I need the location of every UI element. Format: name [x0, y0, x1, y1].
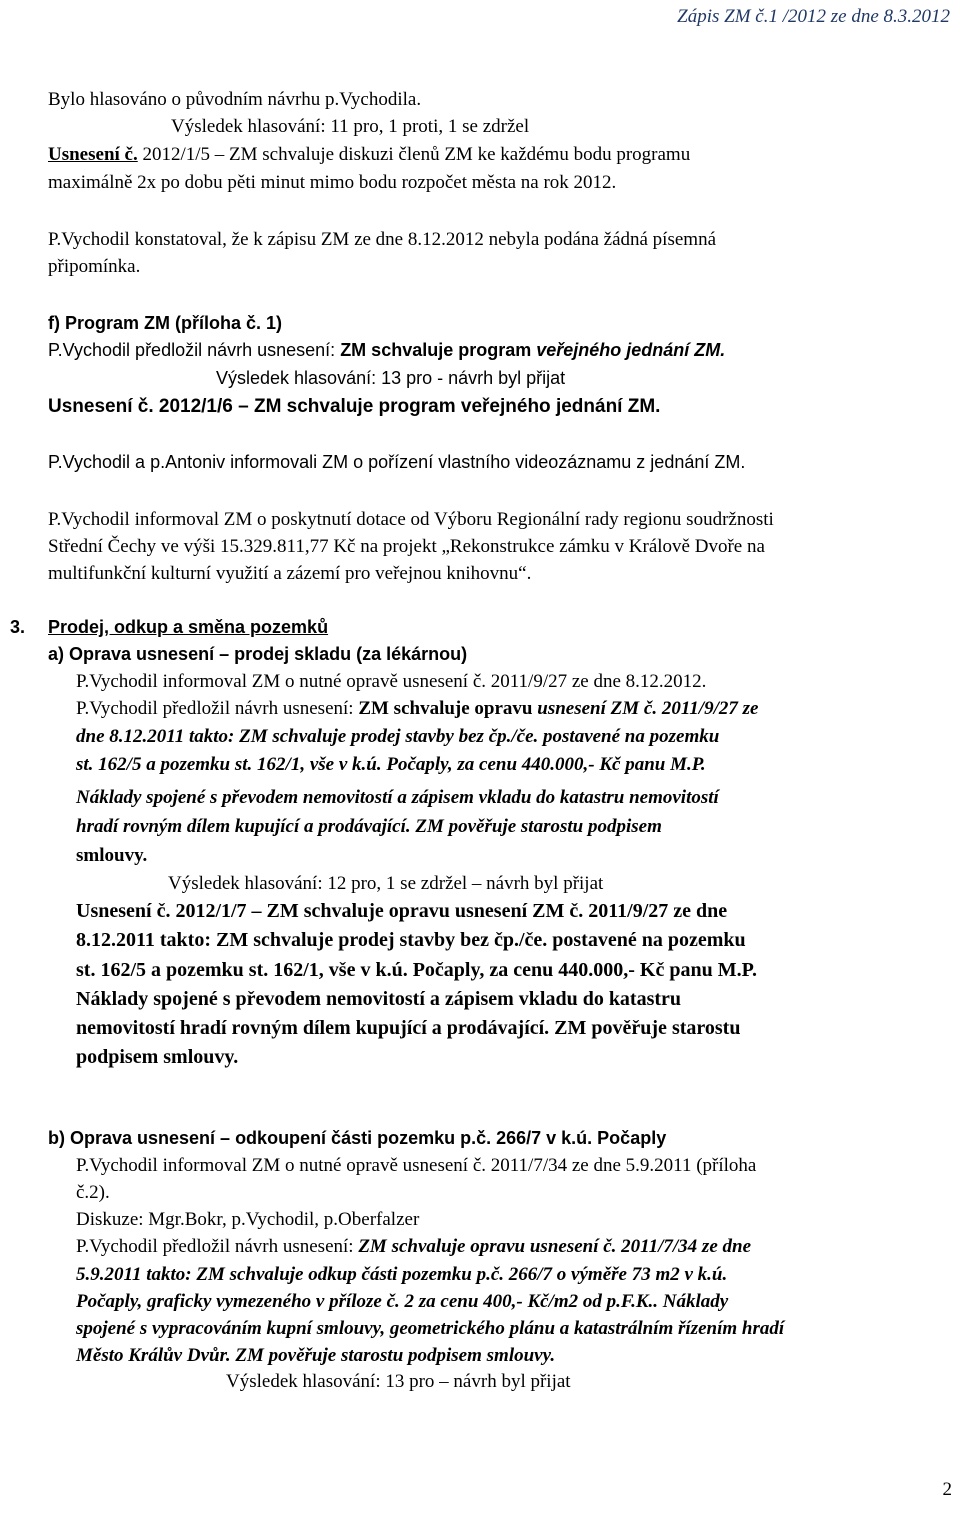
proposal-bold: ZM schvaluje program	[340, 340, 537, 360]
paragraph-line: P.Vychodil a p.Antoniv informovali ZM o pořízení vlastního videozáznamu z jednání ZM.	[48, 452, 746, 472]
vote-result: Výsledek hlasování: 11 pro, 1 proti, 1 se zdržel	[171, 116, 530, 137]
proposal-bold: ZM schvaluje opravu	[358, 698, 538, 719]
proposal-line: Počaply, graficky vymezeného v příloze č. 2 za cenu 400,- Kč/m2 od p.F.K.. Náklady	[76, 1291, 729, 1312]
section-heading: f) Program ZM (příloha č. 1)	[48, 313, 283, 333]
proposal-italic: veřejného jednání ZM.	[536, 340, 726, 360]
proposal-line: 5.9.2011 takto: ZM schvaluje odkup části pozemku p.č. 266/7 o výměře 73 m2 v k.ú.	[76, 1264, 728, 1285]
paragraph-line: Diskuze: Mgr.Bokr, p.Vychodil, p.Oberfalzer	[76, 1209, 420, 1230]
proposal-intro: P.Vychodil předložil návrh usnesení:	[76, 698, 359, 719]
vote-result: Výsledek hlasování: 12 pro, 1 se zdržel – návrh byl přijat	[168, 873, 604, 894]
resolution-line: Náklady spojené s převodem nemovitostí a zápisem vkladu do katastru	[76, 988, 682, 1010]
proposal-intro: P.Vychodil předložil návrh usnesení:	[76, 1236, 359, 1257]
subsection-heading: b) Oprava usnesení – odkoupení části pozemku p.č. 266/7 v k.ú. Počaply	[48, 1128, 667, 1148]
paragraph-line: Střední Čechy ve výši 15.329.811,77 Kč na projekt „Rekonstrukce zámku v Králově Dvoře na	[48, 536, 765, 557]
proposal-line: hradí rovným dílem kupující a prodávající. ZM pověřuje starostu podpisem	[76, 816, 662, 837]
proposal-line: st. 162/5 a pozemku st. 162/1, vše v k.ú. Počaply, za cenu 440.000,- Kč panu M.P.	[76, 754, 706, 775]
resolution-label: Usnesení č.	[48, 144, 138, 165]
resolution-line	[48, 141, 690, 168]
section-number: 3.	[10, 617, 26, 637]
proposal-italic: usnesení ZM č. 2011/9/27 ze	[537, 698, 759, 719]
resolution-line: maximálně 2x po dobu pěti minut mimo bodu rozpočet města na rok 2012.	[48, 172, 617, 193]
proposal-line: spojené s vypracováním kupní smlouvy, geometrického plánu a katastrálním řízením hradí	[76, 1318, 785, 1339]
proposal-line: Náklady spojené s převodem nemovitostí a zápisem vkladu do katastru nemovitostí	[76, 787, 719, 808]
proposal-intro: P.Vychodil předložil návrh usnesení:	[48, 340, 341, 360]
proposal-line: smlouvy.	[76, 845, 148, 866]
paragraph-line: č.2).	[76, 1182, 110, 1203]
vote-result: Výsledek hlasování: 13 pro - návrh byl přijat	[216, 368, 566, 388]
proposal-line: dne 8.12.2011 takto: ZM schvaluje prodej stavby bez čp./če. postavené na pozemku	[76, 726, 720, 747]
paragraph-line: P.Vychodil informoval ZM o nutné opravě usnesení č. 2011/7/34 ze dne 5.9.2011 (příloha	[76, 1155, 757, 1176]
paragraph-line: Bylo hlasováno o původním návrhu p.Vychodila.	[48, 89, 422, 110]
section-heading: Prodej, odkup a směna pozemků	[48, 617, 329, 637]
resolution-line: Usnesení č. 2012/1/7 – ZM schvaluje opravu usnesení ZM č. 2011/9/27 ze dne	[76, 900, 728, 922]
vote-result: Výsledek hlasování: 13 pro – návrh byl přijat	[226, 1371, 571, 1392]
paragraph-line: P.Vychodil informoval ZM o poskytnutí dotace od Výboru Regionální rady regionu soudržnosti	[48, 509, 774, 530]
paragraph-line: P.Vychodil informoval ZM o nutné opravě usnesení č. 2011/9/27 ze dne 8.12.2012.	[76, 671, 707, 692]
proposal-italic: ZM schvaluje opravu usnesení č. 2011/7/34 ze dne	[358, 1236, 752, 1257]
resolution-line: 8.12.2011 takto: ZM schvaluje prodej stavby bez čp./če. postavené na pozemku	[76, 929, 746, 951]
proposal-line	[76, 695, 758, 722]
paragraph-line: P.Vychodil konstatoval, že k zápisu ZM ze dne 8.12.2012 nebyla podána žádná písemná	[48, 229, 716, 250]
page-header: Zápis ZM č.1 /2012 ze dne 8.3.2012	[677, 6, 950, 27]
paragraph-line: multifunkční kulturní využití a zázemí pro veřejnou knihovnu“.	[48, 563, 532, 584]
page-number: 2	[942, 1479, 952, 1500]
resolution-line: podpisem smlouvy.	[76, 1046, 239, 1068]
resolution-line: Usnesení č. 2012/1/6 – ZM schvaluje program veřejného jednání ZM.	[48, 396, 661, 417]
resolution-line: st. 162/5 a pozemku st. 162/1, vše v k.ú. Počaply, za cenu 440.000,- Kč panu M.P.	[76, 959, 757, 981]
proposal-line	[48, 337, 725, 364]
proposal-line	[76, 1233, 751, 1260]
paragraph-line: připomínka.	[48, 256, 141, 277]
resolution-text: 2012/1/5 – ZM schvaluje diskuzi členů ZM ke každému bodu programu	[137, 144, 691, 165]
resolution-line: nemovitostí hradí rovným dílem kupující a prodávající. ZM pověřuje starostu	[76, 1017, 741, 1039]
proposal-line: Město Králův Dvůr. ZM pověřuje starostu podpisem smlouvy.	[76, 1345, 556, 1366]
subsection-heading: a) Oprava usnesení – prodej skladu (za lékárnou)	[48, 644, 468, 664]
